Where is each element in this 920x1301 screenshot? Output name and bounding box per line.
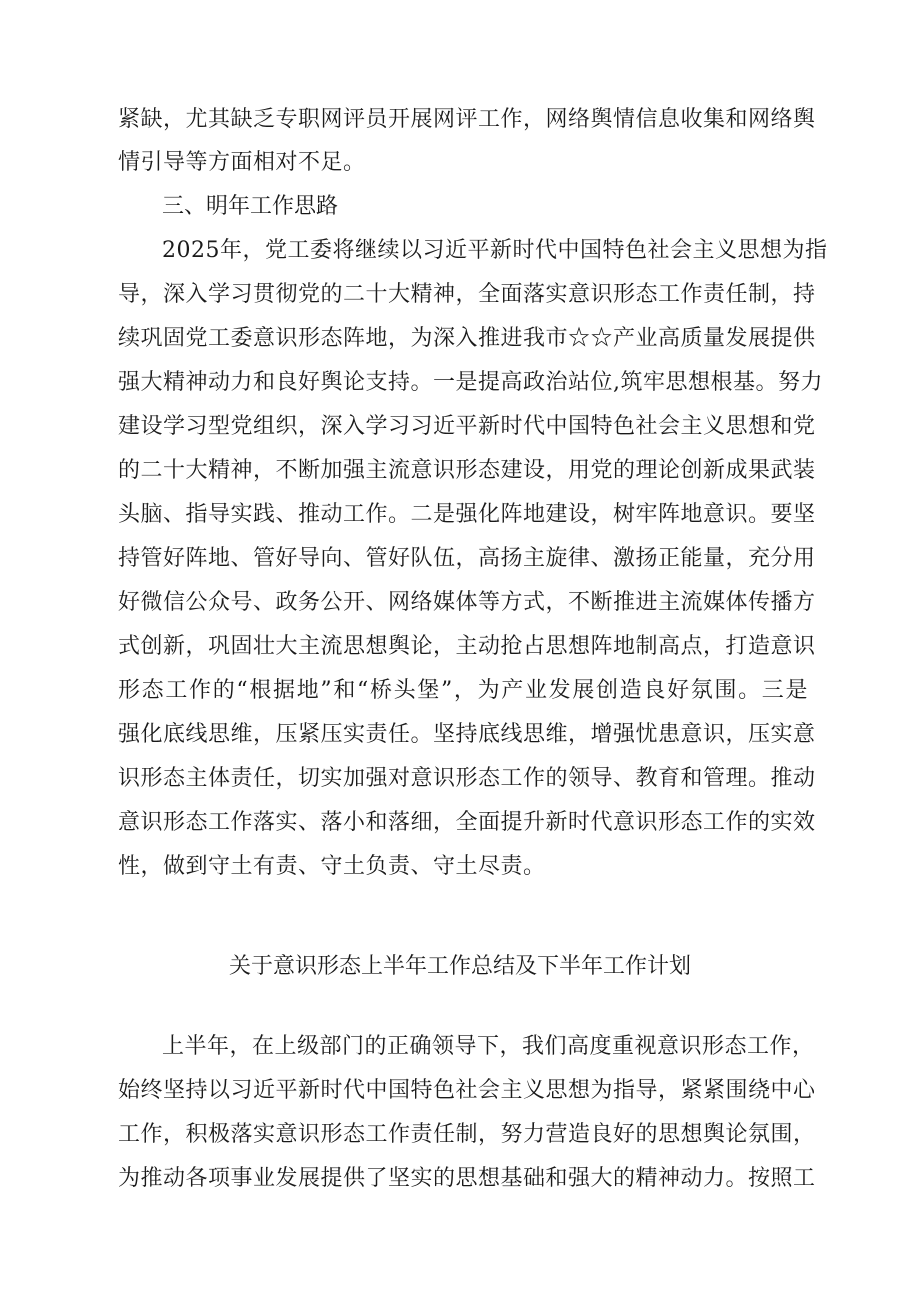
paragraph-line: 性，做到守土有责、守土负责、守土尽责。 [118,854,546,879]
paragraph-line: 式创新，巩固壮大主流思想舆论，主动抢占思想阵地制高点，打造意识 [118,634,816,659]
paragraph-line: 续巩固党工委意识形态阵地，为深入推进我市☆☆产业高质量发展提供 [118,326,816,351]
paragraph-line: 工作，积极落实意识形态工作责任制，努力营造良好的思想舆论氛围， [118,1122,816,1147]
paragraph-line: 识形态主体责任，切实加强对意识形态工作的领导、教育和管理。推动 [118,766,816,791]
paragraph-line: 紧缺，尤其缺乏专职网评员开展网评工作，网络舆情信息收集和网络舆 [118,107,816,132]
paragraph-line: 好微信公众号、政务公开、网络媒体等方式，不断推进主流媒体传播方 [118,590,816,615]
paragraph-line: 的二十大精神，不断加强主流意识形态建设，用党的理论创新成果武装 [118,458,816,483]
paragraph-line: 导，深入学习贯彻党的二十大精神，全面落实意识形态工作责任制，持 [118,282,816,307]
paragraph-line: 上半年，在上级部门的正确领导下，我们高度重视意识形态工作， [162,1034,815,1059]
section-heading: 三、明年工作思路 [162,194,339,219]
paragraph-line: 强大精神动力和良好舆论支持。一是提高政治站位,筑牢思想根基。努力 [118,370,823,395]
article-title: 关于意识形态上半年工作总结及下半年工作计划 [228,954,691,979]
paragraph-line: 情引导等方面相对不足。 [118,150,366,175]
paragraph-line: 持管好阵地、管好导向、管好队伍，高扬主旋律、激扬正能量，充分用 [118,546,816,571]
paragraph-line: 为推动各项事业发展提供了坚实的思想基础和强大的精神动力。按照工 [118,1166,816,1191]
paragraph-line: 2025年，党工委将继续以习近平新时代中国特色社会主义思想为指 [162,238,828,263]
paragraph-line: 强化底线思维，压紧压实责任。坚持底线思维，增强忧患意识，压实意 [118,722,816,747]
paragraph-line: 头脑、指导实践、推动工作。二是强化阵地建设，树牢阵地意识。要坚 [118,502,816,527]
paragraph-line: 始终坚持以习近平新时代中国特色社会主义思想为指导，紧紧围绕中心 [118,1078,816,1103]
paragraph-line: 建设学习型党组织，深入学习习近平新时代中国特色社会主义思想和党 [118,414,816,439]
paragraph-line: 形态工作的“根据地”和“桥头堡”，为产业发展创造良好氛围。三是 [118,678,808,703]
paragraph-line: 意识形态工作落实、落小和落细，全面提升新时代意识形态工作的实效 [118,810,816,835]
